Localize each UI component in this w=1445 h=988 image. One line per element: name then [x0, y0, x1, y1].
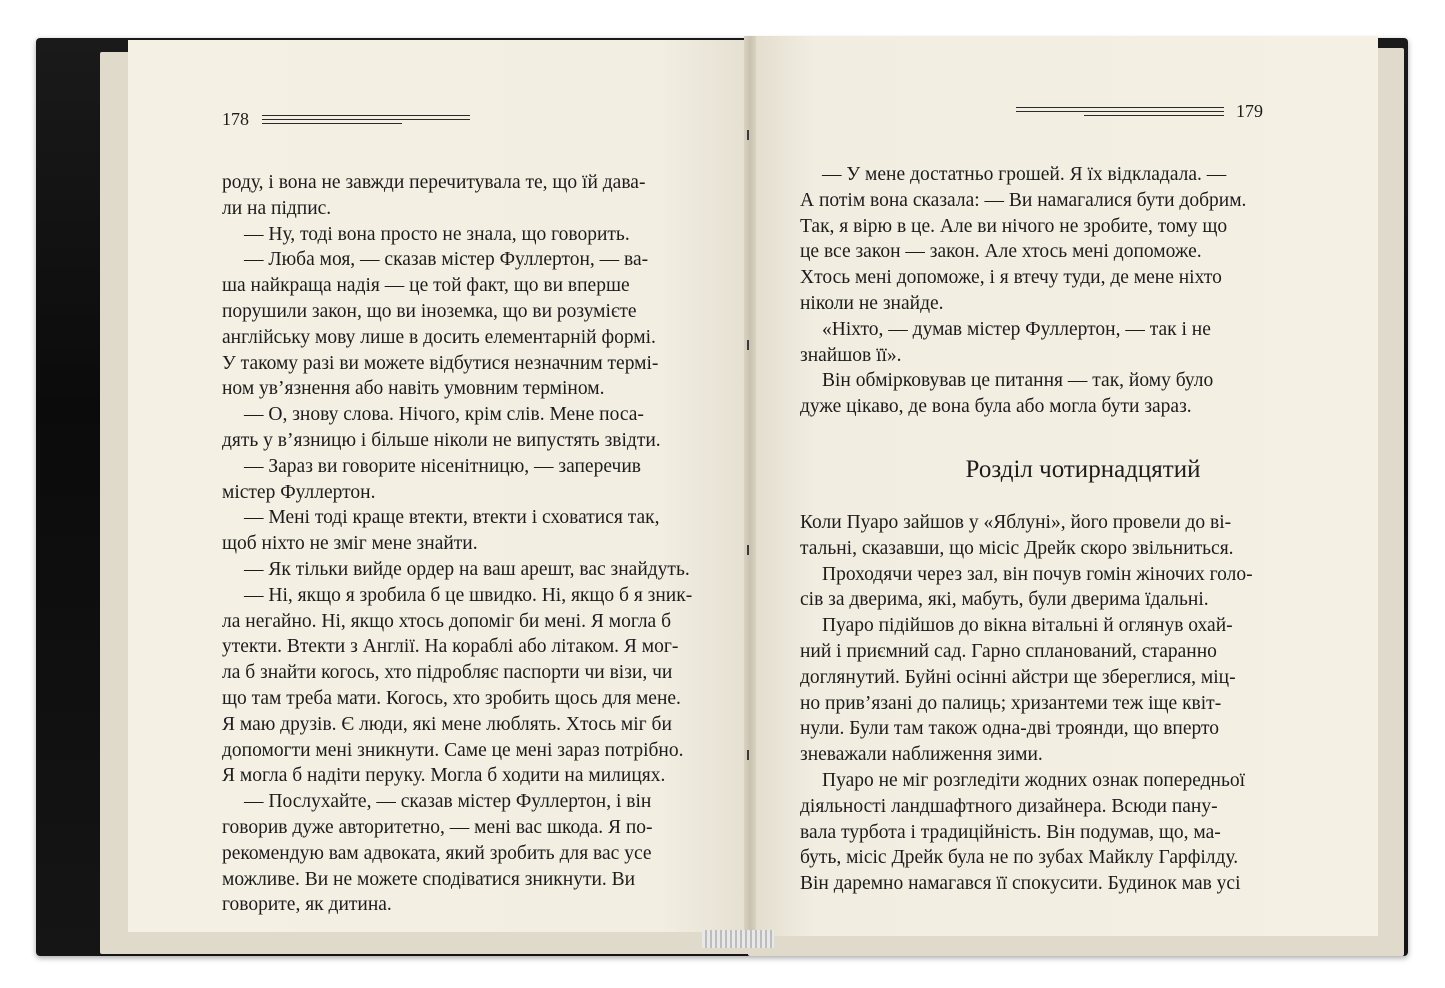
- text-line: ли на підпис.: [222, 197, 332, 219]
- bookmark-ribbon: [702, 930, 774, 948]
- text-line: «Ніхто, — думав містер Фуллертон, — так і не: [822, 318, 1211, 340]
- binding-stitch: [747, 545, 749, 555]
- text-line: Пуаро підійшов до вікна вітальні й оглянув охай-: [822, 615, 1233, 637]
- text-line: діяльності ландшафтного дизайнера. Всюди пану-: [800, 795, 1218, 817]
- text-line: дуже цікаво, де вона була або могла бути зараз.: [800, 396, 1192, 418]
- text-line: утекти. Втекти з Англії. На кораблі або літаком. Я мог-: [222, 636, 679, 658]
- text-line: щоб ніхто не зміг мене знайти.: [222, 533, 478, 555]
- text-line: Так, я вірю в це. Але ви нічого не зробите, тому що: [800, 215, 1228, 237]
- text-line: ніколи не знайде.: [800, 292, 944, 314]
- text-line: Хтось мені допоможе, і я втечу туди, де мене ніхто: [800, 267, 1222, 289]
- text-line: ла б знайти когось, хто підробляє паспорти чи візи, чи: [222, 662, 673, 684]
- text-line: сів за дверима, які, мабуть, були дверима їдальні.: [800, 589, 1209, 611]
- text-line: Я могла б надіти перуку. Могла б ходити на милицях.: [222, 765, 666, 787]
- text-line: ний і приємний сад. Гарно спланований, старанно: [800, 640, 1217, 662]
- text-line: Я маю друзів. Є люди, які мене люблять. Хтось міг би: [222, 713, 672, 735]
- text-line: ла негайно. Ні, якщо хтось допоміг би мені. Я могла б: [222, 610, 672, 632]
- text-line: У такому разі ви можете відбутися незначним термі-: [222, 352, 659, 374]
- book-gutter: [744, 36, 756, 936]
- text-line: ном ув’язнення або навіть умовним терміном.: [222, 378, 605, 400]
- text-line: говорив дуже авторитетно, — мені вас шкода. Я по-: [222, 816, 653, 838]
- text-line: А потім вона сказала: — Ви намагалися бути добрим.: [800, 189, 1247, 211]
- text-line: доглянутий. Буйні осінні айстри ще збереглися, міц-: [800, 666, 1236, 688]
- text-line: Він обмірковував це питання — так, йому було: [822, 370, 1214, 392]
- text-line: — Як тільки вийде ордер на ваш арешт, вас знайдуть.: [244, 558, 690, 580]
- text-line: що там треба мати. Когось, хто зробить щось для мене.: [222, 687, 681, 709]
- right-page-text-bottom: [800, 510, 1266, 897]
- text-line: буть, місіс Дрейк була не по зубах Майклу Гарфілду.: [800, 847, 1239, 869]
- text-line: тальні, сказавши, що місіс Дрейк скоро звільниться.: [800, 537, 1234, 559]
- text-line: роду, і вона не завжди перечитувала те, що їй дава-: [222, 172, 646, 193]
- text-line: ша найкраща надія — це той факт, що ви вперше: [222, 275, 630, 297]
- text-line: порушили закон, що ви іноземка, що ви розумієте: [222, 300, 637, 322]
- text-line: це все закон — закон. Але хтось мені допоможе.: [800, 241, 1202, 263]
- text-line: — Мені тоді краще втекти, втекти і сховатися так,: [244, 507, 660, 529]
- text-line: зневажали наближення зими.: [800, 744, 1043, 766]
- text-line: — Люба моя, — сказав містер Фуллертон, — ва-: [244, 249, 649, 271]
- text-line: — О, знову слова. Нічого, крім слів. Мене поса-: [244, 404, 644, 426]
- text-line: — Ну, тоді вона просто не знала, що говорить.: [244, 223, 630, 245]
- chapter-heading: Розділ чотирнадцятий: [965, 456, 1201, 483]
- text-line: говорите, як дитина.: [222, 894, 392, 916]
- text-line: Проходячи через зал, він почув гомін жіночих голо-: [822, 563, 1253, 585]
- text-line: — Послухайте, — сказав містер Фуллертон, і він: [244, 791, 652, 813]
- text-line: рекомендую вам адвоката, який зробить для вас усе: [222, 842, 652, 864]
- text-line: допомогти мені зникнути. Саме це мені зараз потрібно.: [222, 739, 684, 761]
- left-page-text: [222, 170, 692, 918]
- right-page-number: 179: [1236, 101, 1263, 121]
- binding-stitch: [747, 130, 749, 140]
- text-line: дять у в’язницю і більше ніколи не випустять звідти.: [222, 429, 661, 451]
- binding-stitch: [747, 340, 749, 350]
- binding-stitch: [747, 750, 749, 760]
- text-line: можливе. Ви не можете сподіватися зникнути. Ви: [222, 868, 636, 890]
- right-page-text-top: [800, 162, 1266, 420]
- text-line: но прив’язані до палиць; хризантеми теж іще квіт-: [800, 692, 1222, 714]
- text-line: Пуаро не міг розгледіти жодних ознак попередньої: [822, 769, 1246, 791]
- left-page-number: 178: [222, 109, 249, 129]
- text-line: — Ні, якщо я зробила б це швидко. Ні, якщо б я зник-: [244, 584, 693, 606]
- text-line: Він даремно намагався її спокусити. Будинок мав усі: [800, 873, 1241, 895]
- text-line: нули. Були там також одна-дві троянди, що вперто: [800, 718, 1219, 740]
- text-line: вала турбота і традиційність. Він подумав, що, ма-: [800, 821, 1221, 843]
- text-line: Коли Пуаро зайшов у «Яблуні», його провели до ві-: [800, 512, 1232, 533]
- text-line: англійську мову лише в досить елементарній формі.: [222, 326, 656, 348]
- text-line: містер Фуллертон.: [222, 481, 376, 503]
- text-line: — Зараз ви говорите нісенітницю, — заперечив: [244, 455, 641, 477]
- text-line: знайшов її».: [800, 344, 902, 366]
- text-line: — У мене достатньо грошей. Я їх відкладала. —: [822, 164, 1227, 185]
